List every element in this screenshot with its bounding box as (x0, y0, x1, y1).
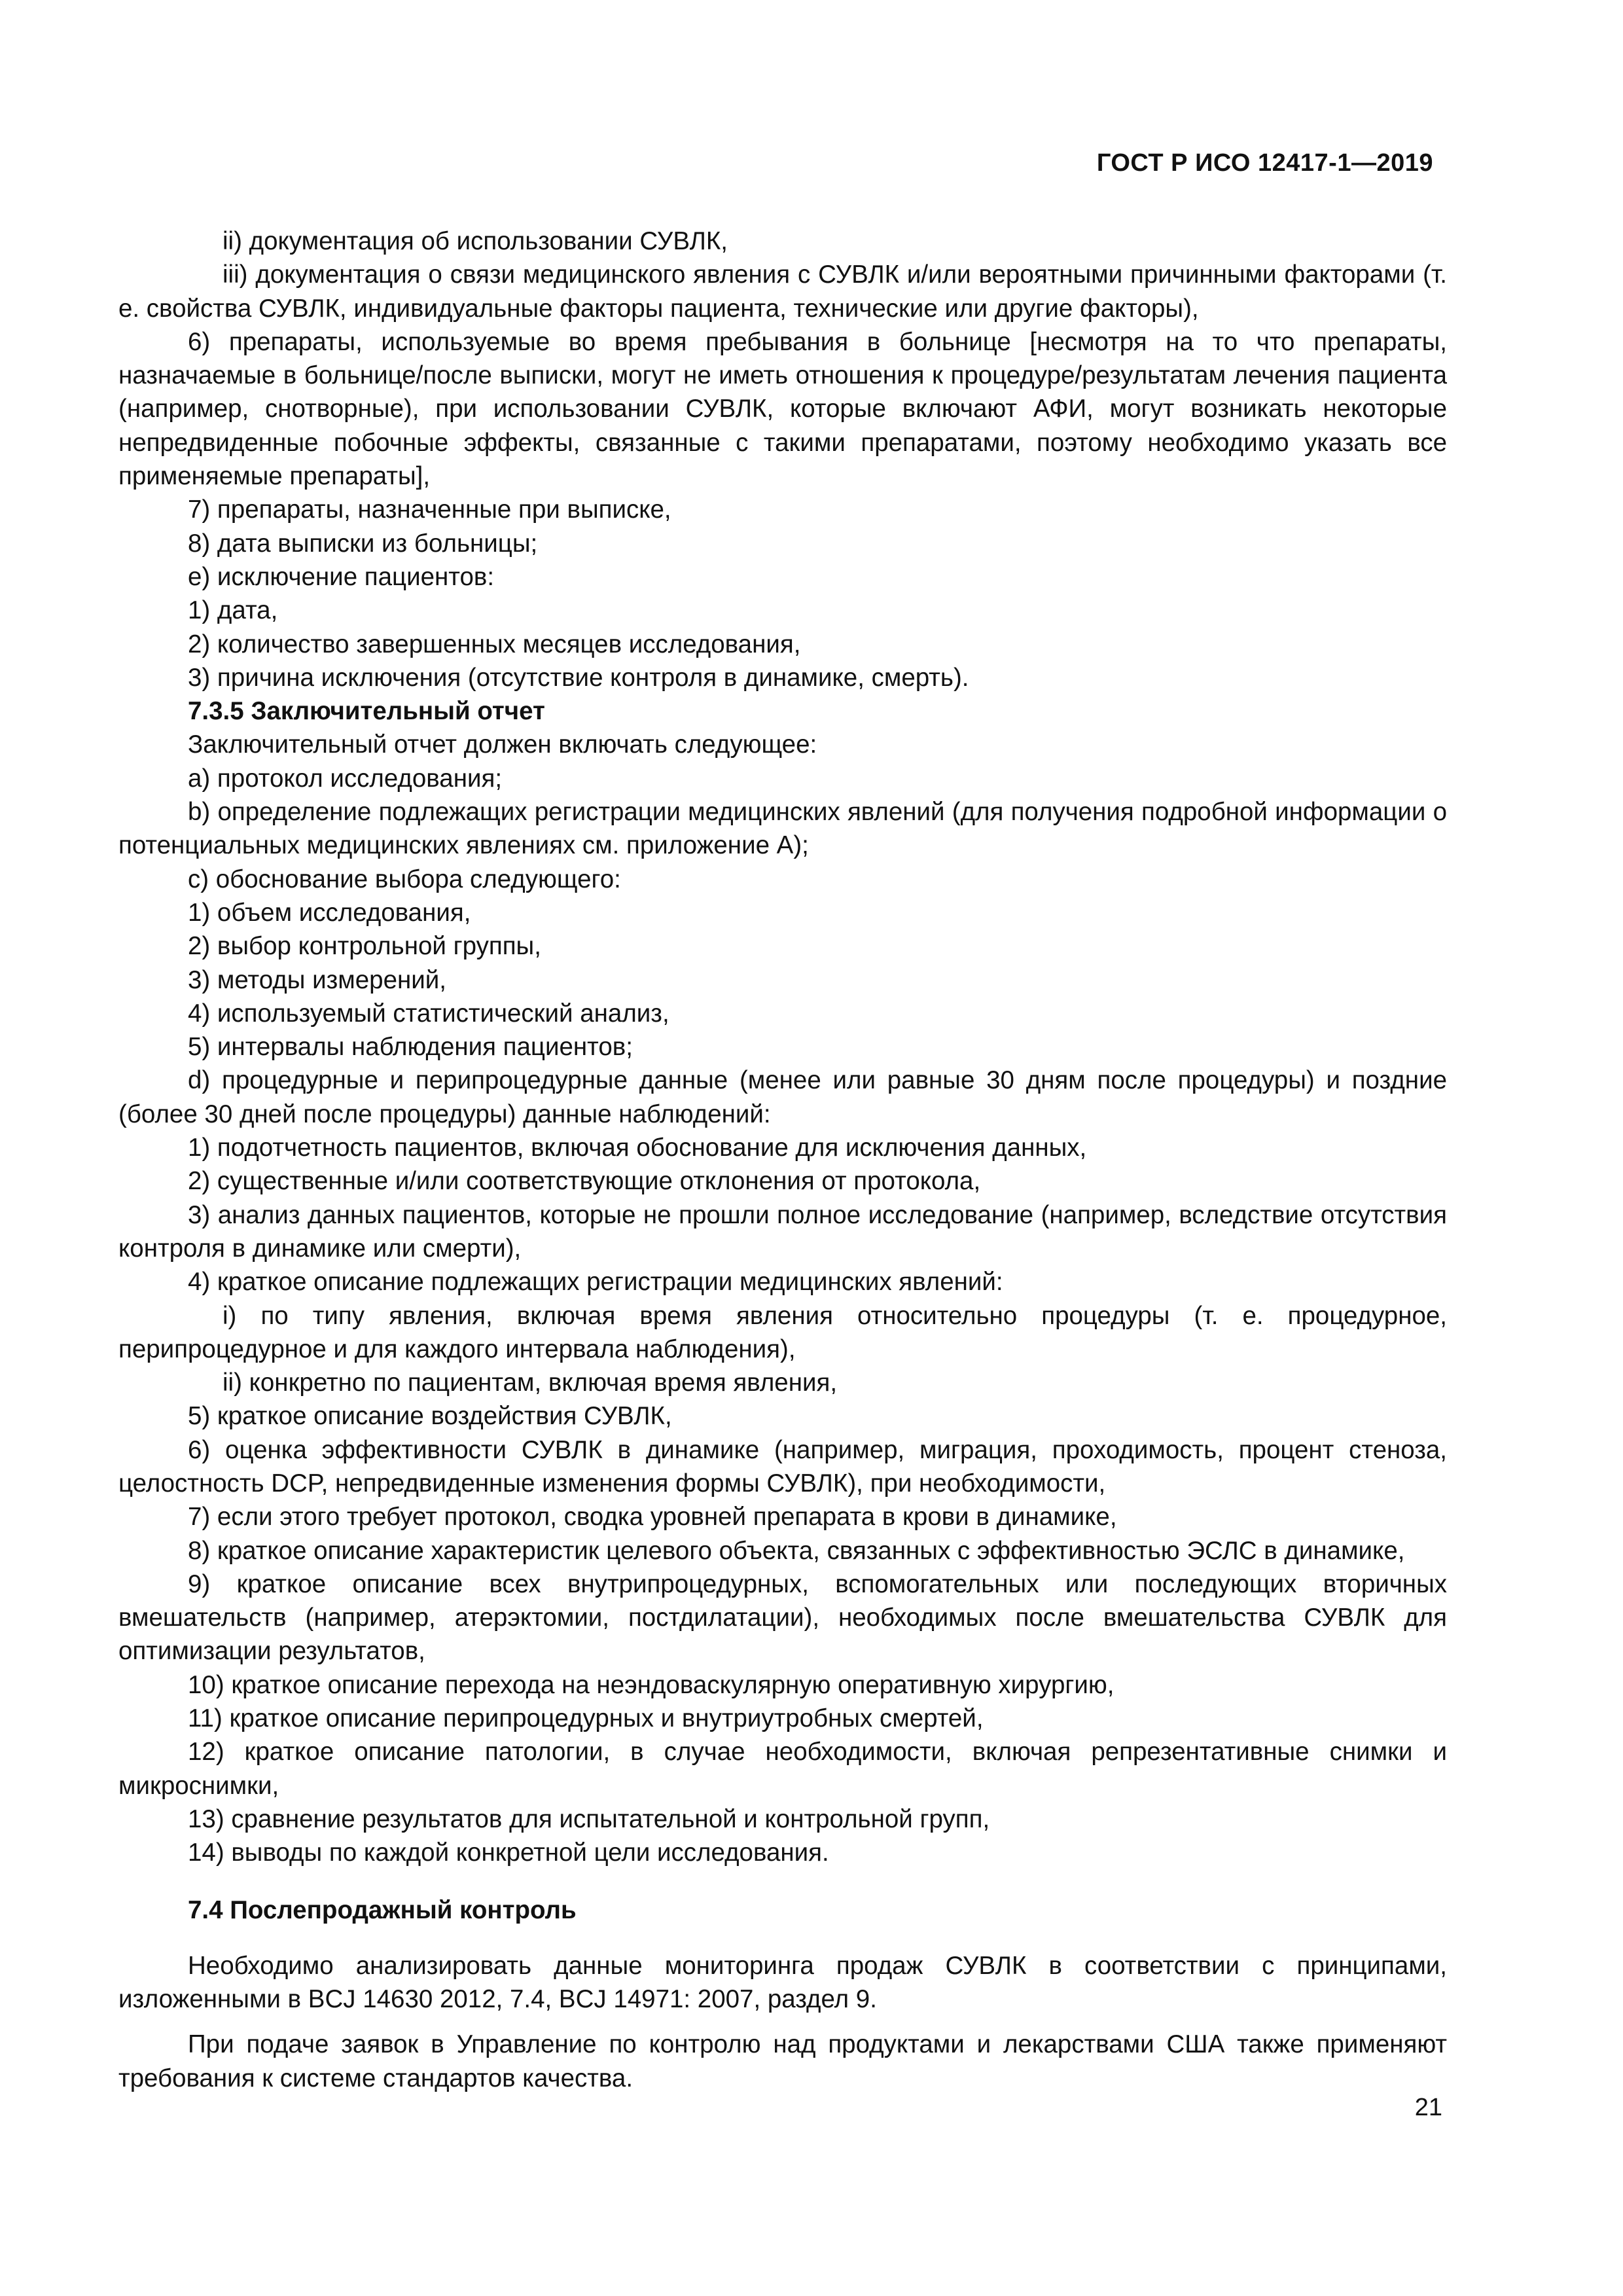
list-item-4-statistics: 4) используемый статистический анализ, (188, 999, 669, 1028)
list-item-2-deviations: 2) существенные и/или соответствующие отклонения от протокола, (188, 1167, 981, 1196)
list-item-1-accountability: 1) подотчетность пациентов, включая обоснование для исключения данных, (188, 1134, 1087, 1162)
list-item-8-target-characteristics: 8) краткое описание характеристик целевого объекта, связанных с эффективностью ЭСЛС в динамике, (188, 1536, 1405, 1565)
list-item-5-exposure: 5) краткое описание воздействия СУВЛК, (188, 1402, 672, 1431)
list-item-i-by-type: i) по типу явления, включая время явления относительно процедуры (т. е. процедурное, перипроцедурное и для каждого интервала наблюдения), (118, 1301, 1447, 1363)
list-item-c-rationale: с) обоснование выбора следующего: (188, 865, 621, 893)
list-item-5-intervals: 5) интервалы наблюдения пациентов; (188, 1033, 633, 1062)
list-item-3-incomplete: 3) анализ данных пациентов, которые не прошли полное исследование (например, вследствие отсутствия контроля в динамике или смерти), (118, 1200, 1447, 1263)
list-item-6-effectiveness: 6) оценка эффективности СУВЛК в динамике (например, миграция, проходимость, процент стеноза, целостность DCP, непредвиденные изменения формы СУВЛК), при необходимости, (118, 1435, 1447, 1498)
page-number: 21 (1414, 2094, 1442, 2121)
list-item-1-volume: 1) объем исследования, (188, 898, 471, 927)
list-item-13-comparison: 13) сравнение результатов для испытательной и контрольной групп, (188, 1804, 990, 1833)
list-item-ii-usage-docs: ii) документация об использовании СУВЛК, (223, 227, 728, 255)
list-item-ii-by-patient: ii) конкретно по пациентам, включая время явления, (223, 1369, 838, 1397)
list-item-12-pathology: 12) краткое описание патологии, в случае необходимости, включая репрезентативные снимки и микроснимки, (118, 1738, 1447, 1800)
list-item-2-control-group: 2) выбор контрольной группы, (188, 932, 541, 961)
list-item-9-interventions: 9) краткое описание всех внутрипроцедурных, вспомогательных или последующих вторичных вмешательств (например, атерэктомии, постдилатации), необходимых после вмешательства СУВЛК для оптимизации результатов, (118, 1570, 1447, 1666)
list-item-iii-causal-docs: iii) документация о связи медицинского явления с СУВЛК и/или вероятными причинными факторами (т. е. свойства СУВЛК, индивидуальные факторы пациента, технические или другие факторы), (118, 260, 1447, 323)
list-item-8-discharge-date: 8) дата выписки из больницы; (188, 529, 538, 558)
section-heading-7-4: 7.4 Послепродажный контроль (188, 1895, 577, 1924)
list-item-6-hospital-drugs: 6) препараты, используемые во время пребывания в больнице [несмотря на то что препараты, назначаемые в больнице/после выписки, могут не иметь отношения к процедуре/результатам лечения пациента (например, снотворные), при использовании СУВЛК, которые включают АФИ, могут возникать некоторые непредвиденные побочные эффекты, связанные с такими препаратами, поэтому необходимо указать все применяемые препараты], (118, 327, 1447, 491)
section-heading-7-3-5: 7.3.5 Заключительный отчет (188, 697, 545, 726)
document-body (118, 224, 1447, 2095)
list-item-a-protocol: а) протокол исследования; (188, 764, 503, 793)
paragraph-postmarket-monitoring: Необходимо анализировать данные мониторинга продаж СУВЛК в соответствии с принципами, изложенными в BCJ 14630 2012, 7.4, BCJ 14971: 2007, раздел 9. (118, 1951, 1447, 2014)
paragraph-final-report-intro: Заключительный отчет должен включать следующее: (188, 730, 817, 759)
list-item-2-months: 2) количество завершенных месяцев исследования, (188, 630, 801, 658)
list-item-e-exclusion: е) исключение пациентов: (188, 562, 495, 591)
list-item-4-events-summary: 4) краткое описание подлежащих регистрации медицинских явлений: (188, 1268, 1003, 1297)
list-item-3-methods: 3) методы измерений, (188, 965, 446, 994)
list-item-11-deaths: 11) краткое описание перипроцедурных и внутриутробных смертей, (188, 1704, 984, 1733)
list-item-10-surgery-conversion: 10) краткое описание перехода на неэндоваскулярную оперативную хирургию, (188, 1670, 1115, 1699)
standard-id-header: ГОСТ Р ИСО 12417-1—2019 (1096, 149, 1433, 177)
list-item-7-blood-levels: 7) если этого требует протокол, сводка уровней препарата в крови в динамике, (188, 1503, 1117, 1532)
list-item-3-reason: 3) причина исключения (отсутствие контроля в динамике, смерть). (188, 663, 969, 692)
paragraph-fda-requirements: При подаче заявок в Управление по контролю над продуктами и лекарствами США также применяют требования к системе стандартов качества. (118, 2030, 1447, 2092)
list-item-1-date: 1) дата, (188, 596, 278, 625)
list-item-b-definition: b) определение подлежащих регистрации медицинских явлений (для получения подробной информации о потенциальных медицинских явлениях см. приложение А); (118, 798, 1447, 860)
list-item-14-conclusions: 14) выводы по каждой конкретной цели исследования. (188, 1839, 829, 1867)
list-item-7-discharge-drugs: 7) препараты, назначенные при выписке, (188, 495, 671, 524)
list-item-d-procedural-data: d) процедурные и перипроцедурные данные (менее или равные 30 дням после процедуры) и поздние (более 30 дней после процедуры) данные наблюдений: (118, 1066, 1447, 1128)
